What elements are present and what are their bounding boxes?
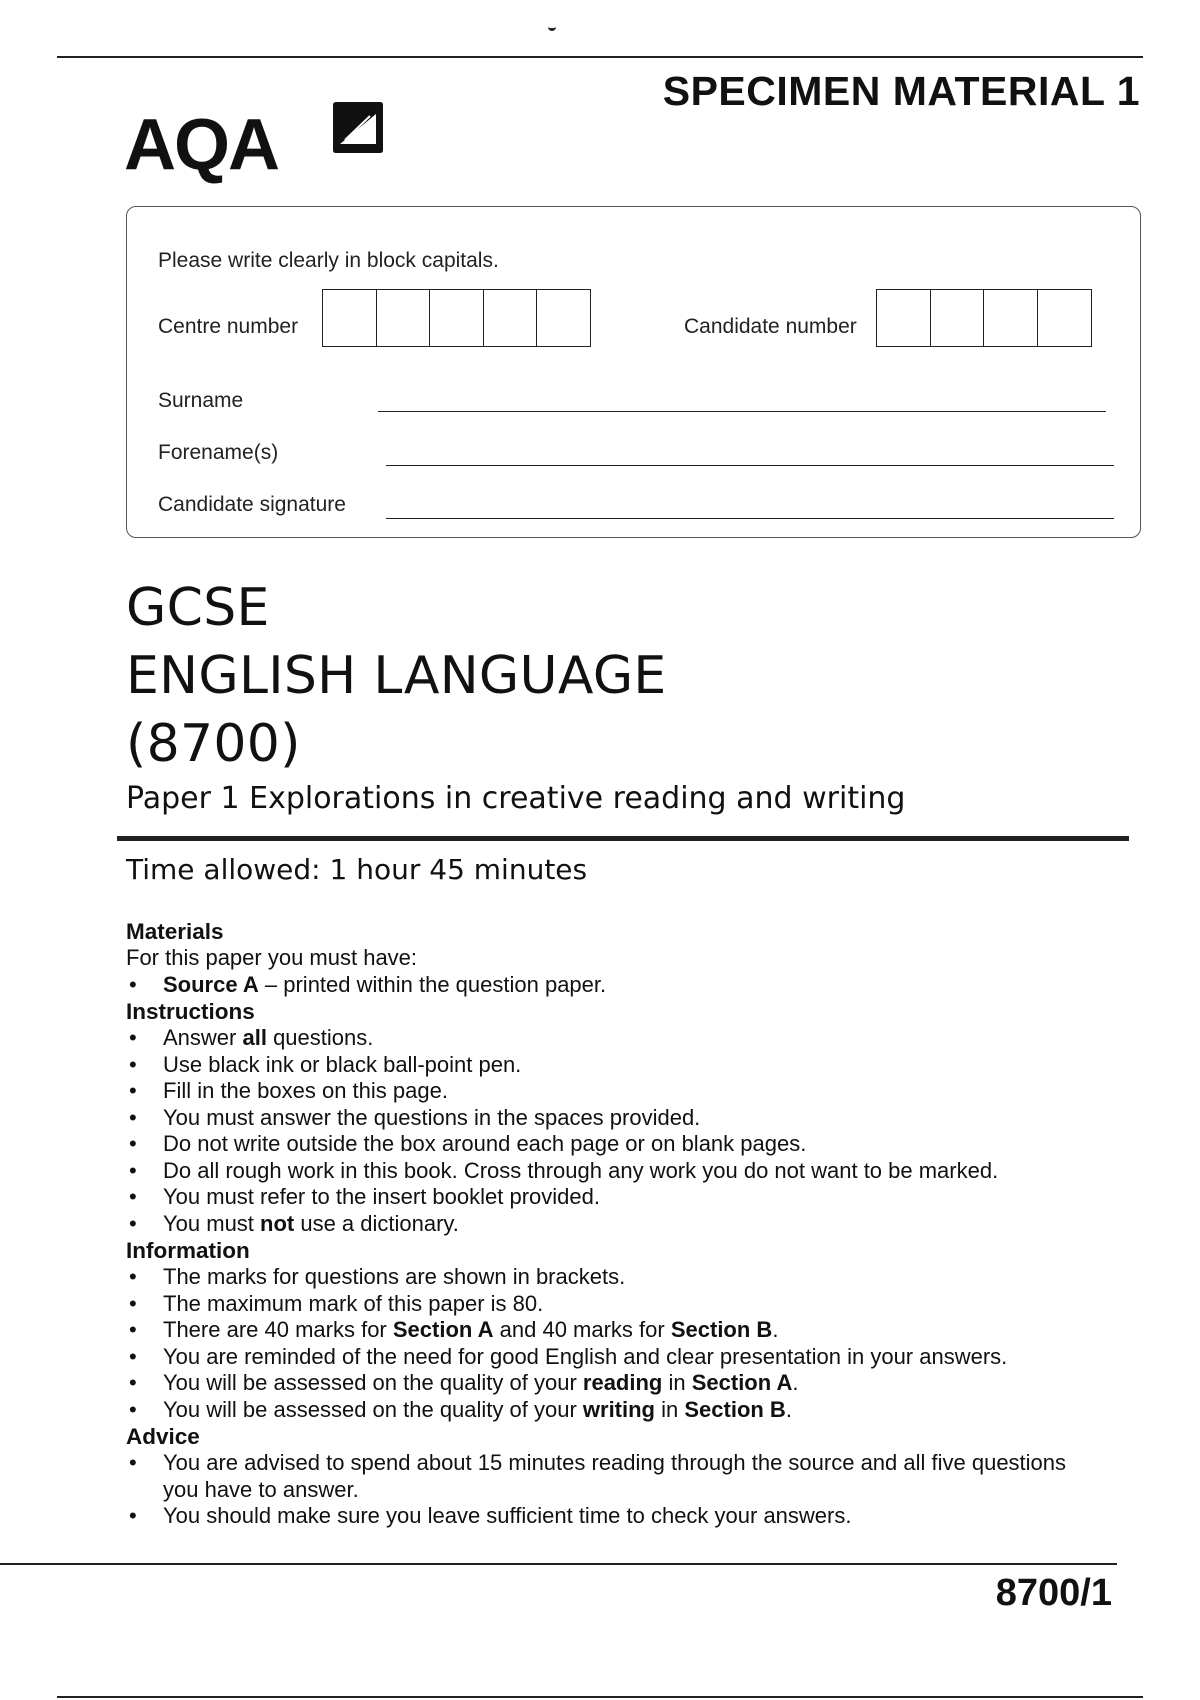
surname-label: Surname — [158, 389, 244, 412]
list-item: • You are reminded of the need for good English and clear presentation in your answers. — [126, 1344, 1126, 1371]
block-capitals-instruction: Please write clearly in block capitals. — [158, 249, 499, 272]
candidate-number-field[interactable] — [876, 289, 1092, 347]
signature-label: Candidate signature — [158, 493, 346, 516]
centre-number-cell[interactable] — [536, 289, 591, 347]
candidate-number-cell[interactable] — [876, 289, 931, 347]
title-block — [126, 574, 667, 778]
list-item: • Do not write outside the box around each page or on blank pages. — [126, 1131, 1126, 1158]
paper-code: 8700/1 — [995, 1572, 1112, 1614]
candidate-number-cell[interactable] — [1037, 289, 1092, 347]
candidate-number-label: Candidate number — [684, 315, 857, 338]
surname-field[interactable] — [378, 411, 1106, 412]
signature-field[interactable] — [386, 518, 1114, 519]
top-rule — [57, 56, 1143, 58]
centre-number-cell[interactable] — [376, 289, 431, 347]
centre-number-cell[interactable] — [483, 289, 538, 347]
time-allowed: Time allowed: 1 hour 45 minutes — [126, 853, 588, 886]
instructions-heading: Instructions — [126, 999, 255, 1024]
advice-heading: Advice — [126, 1424, 200, 1449]
list-item: • Answer all questions. — [126, 1025, 1126, 1052]
centre-number-field[interactable] — [322, 289, 591, 347]
exam-instructions — [126, 918, 1126, 1530]
list-item: • You will be assessed on the quality of your reading in Section A. — [126, 1370, 1126, 1397]
materials-intro: For this paper you must have: — [126, 945, 418, 970]
materials-heading: Materials — [126, 919, 224, 944]
aqa-logo — [124, 96, 394, 192]
footer-rule — [0, 1563, 1117, 1565]
bottom-rule — [57, 1696, 1143, 1698]
list-item: • You must refer to the insert booklet provided. — [126, 1184, 1126, 1211]
candidate-number-cell[interactable] — [983, 289, 1038, 347]
top-mark — [548, 22, 556, 31]
list-item: • You must not use a dictionary. — [126, 1211, 1126, 1238]
list-item: • You should make sure you leave sufficient time to check your answers. — [126, 1503, 1086, 1530]
paper-title: Paper 1 Explorations in creative reading and writing — [126, 781, 906, 816]
materials-list — [126, 972, 1126, 999]
subject-code: (8700) — [126, 714, 301, 774]
information-list — [126, 1264, 1126, 1423]
list-item: • Fill in the boxes on this page. — [126, 1078, 1126, 1105]
centre-number-cell[interactable] — [429, 289, 484, 347]
title-rule — [117, 836, 1129, 841]
list-item: • Source A – printed within the question paper. — [126, 972, 1126, 999]
forenames-field[interactable] — [386, 465, 1114, 466]
logo-text: AQA — [124, 105, 278, 185]
list-item: • The marks for questions are shown in brackets. — [126, 1264, 1126, 1291]
list-item: • You must answer the questions in the spaces provided. — [126, 1105, 1126, 1132]
candidate-number-cell[interactable] — [930, 289, 985, 347]
subject-title: ENGLISH LANGUAGE — [126, 646, 667, 706]
centre-number-label: Centre number — [158, 315, 299, 338]
qualification-title: GCSE — [126, 578, 270, 638]
advice-list — [126, 1450, 1086, 1530]
list-item: • Use black ink or black ball-point pen. — [126, 1052, 1126, 1079]
candidate-details-box — [126, 206, 1141, 538]
forenames-label: Forename(s) — [158, 441, 279, 464]
centre-number-cell[interactable] — [322, 289, 377, 347]
aqa-logo-mark-icon — [332, 100, 384, 156]
list-item: • There are 40 marks for Section A and 40 marks for Section B. — [126, 1317, 1126, 1344]
instructions-list — [126, 1025, 1126, 1237]
information-heading: Information — [126, 1238, 250, 1263]
list-item: • The maximum mark of this paper is 80. — [126, 1291, 1126, 1318]
list-item: • You are advised to spend about 15 minutes reading through the source and all five questions you have to answer. — [126, 1450, 1086, 1503]
list-item: • You will be assessed on the quality of your writing in Section B. — [126, 1397, 1126, 1424]
specimen-label: SPECIMEN MATERIAL 1 — [662, 68, 1140, 114]
list-item: • Do all rough work in this book. Cross through any work you do not want to be marked. — [126, 1158, 1126, 1185]
